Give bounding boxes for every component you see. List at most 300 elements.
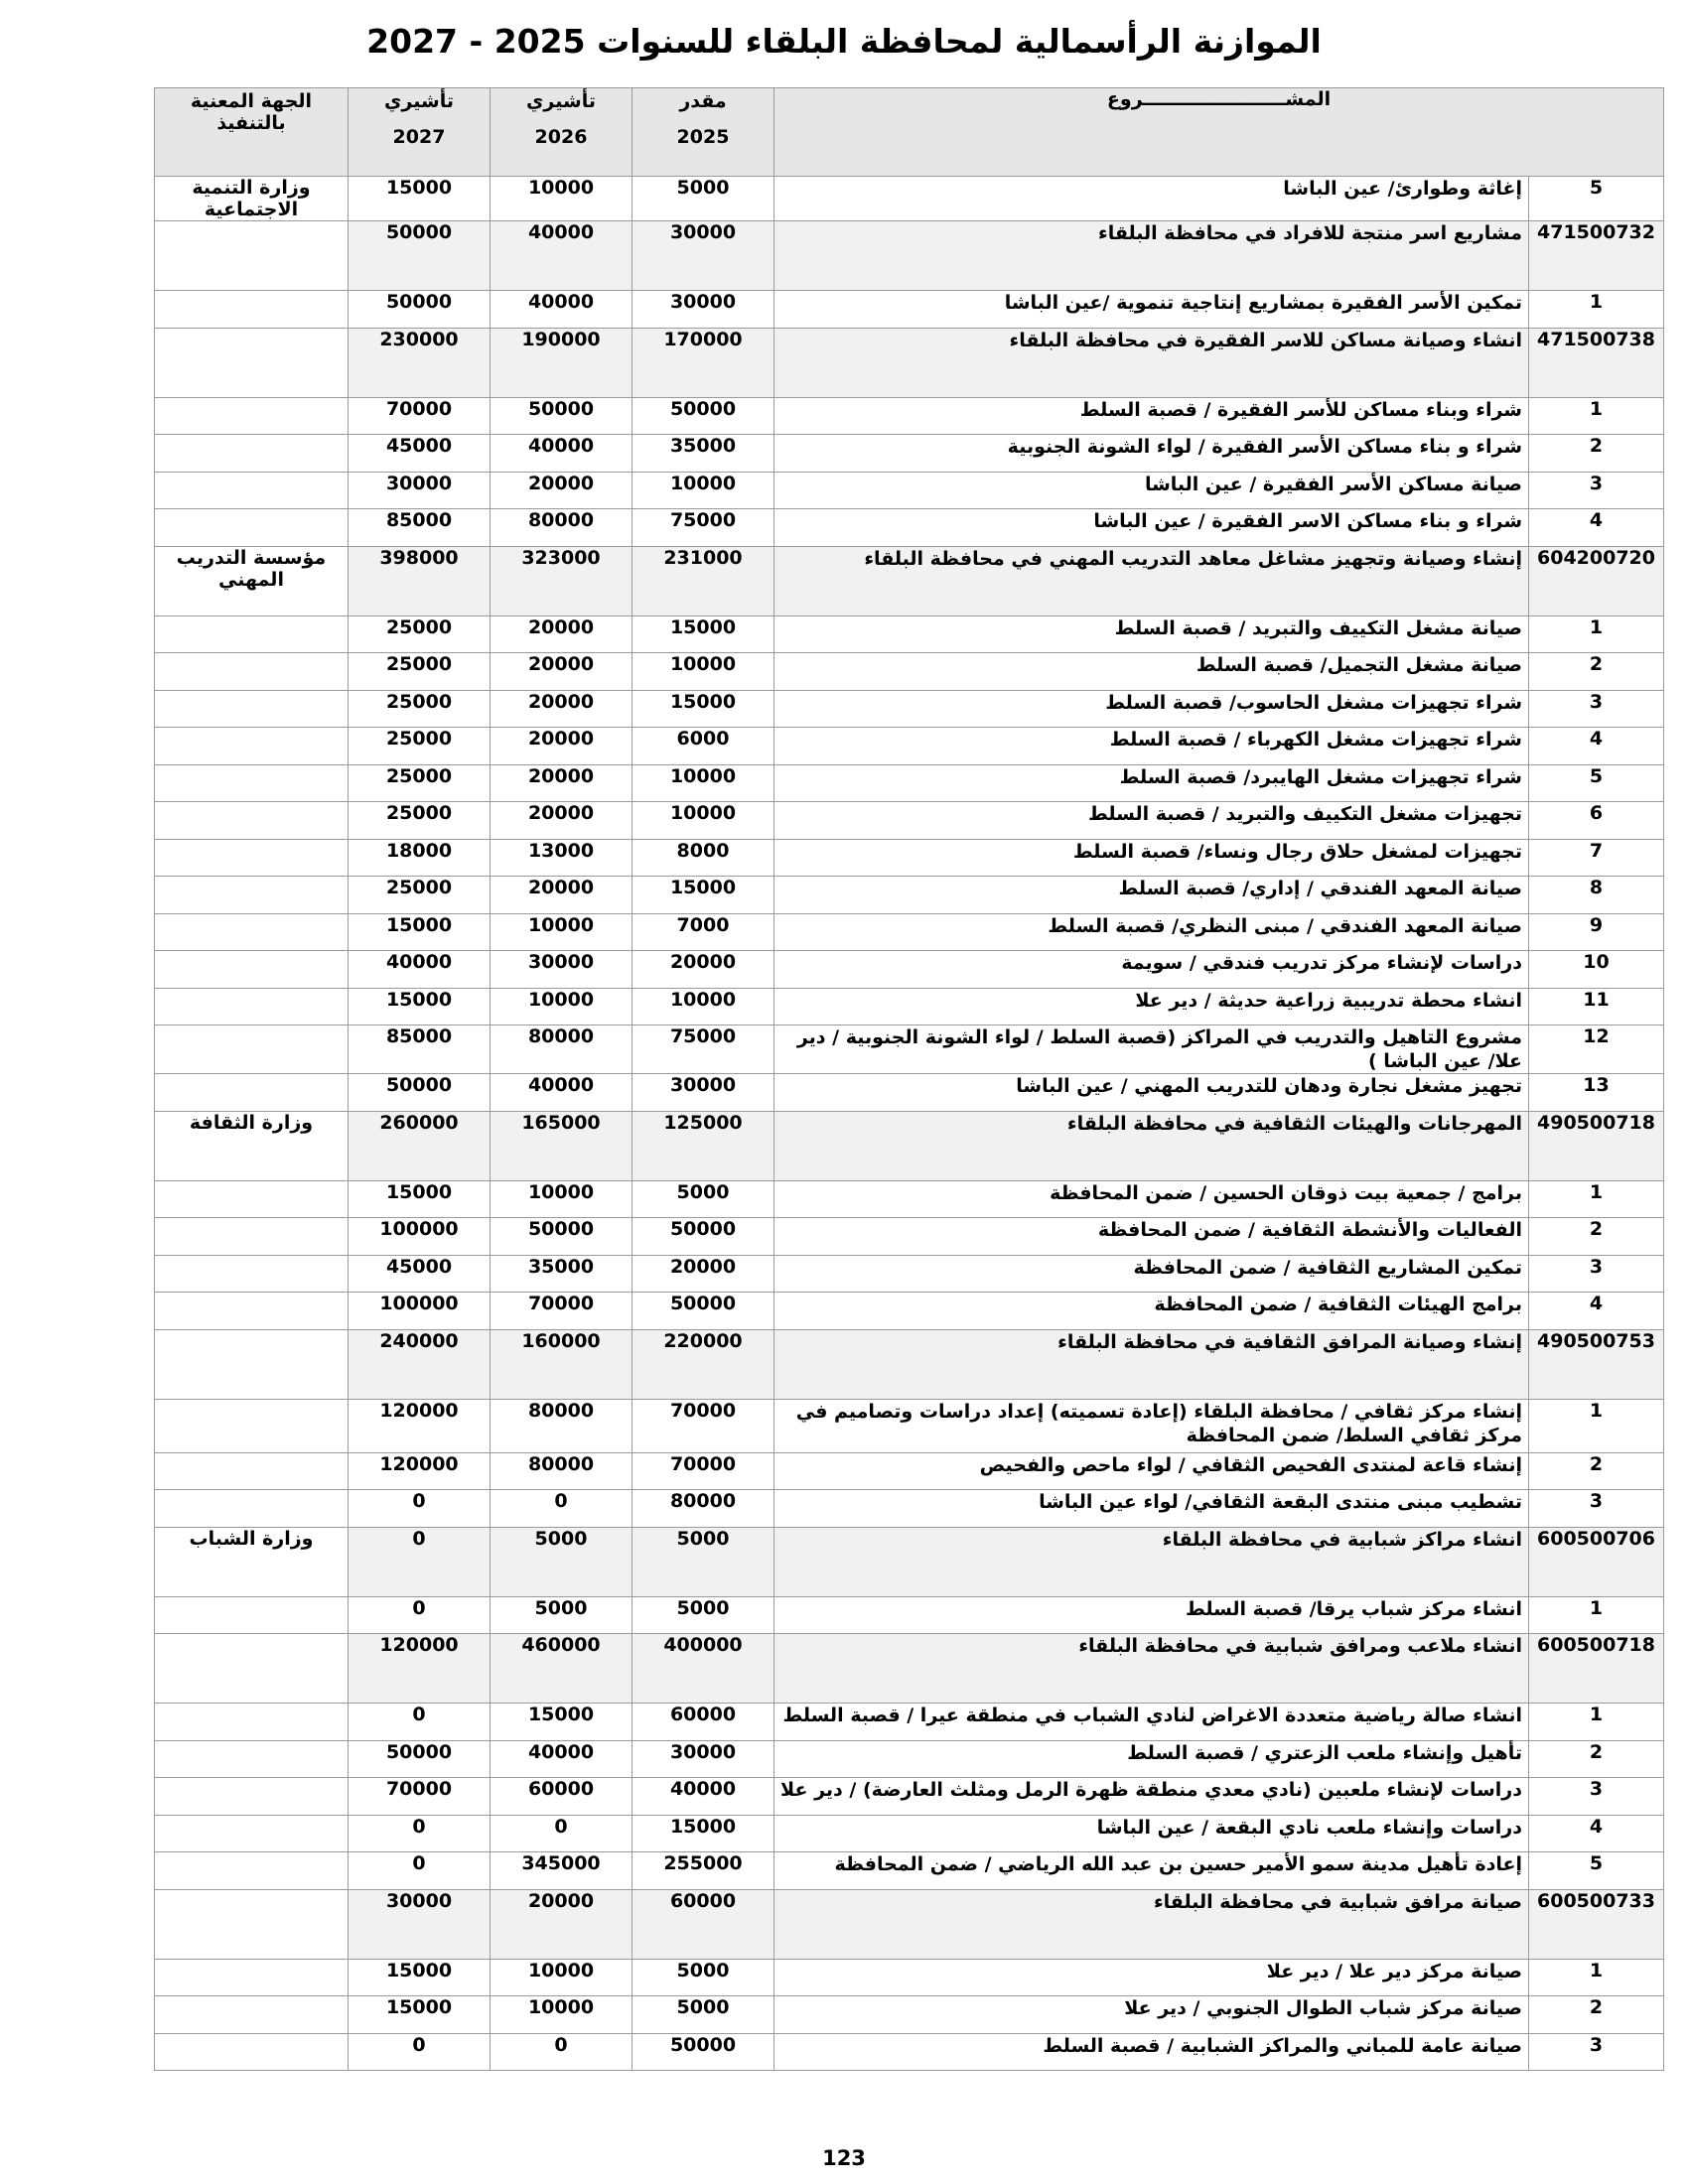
- project-description: مشاريع اسر منتجة للافراد في محافظة البلقاء: [774, 221, 1529, 291]
- project-row: [155, 397, 1664, 435]
- header-project: المشــــــــــــــــــــــروع: [774, 88, 1664, 177]
- value-2025: 15000: [633, 1815, 774, 1852]
- value-2025: 231000: [633, 546, 774, 615]
- agency-cell: [155, 839, 349, 877]
- project-row: [155, 435, 1664, 473]
- item-number: 13: [1529, 1074, 1664, 1112]
- project-description: شراء تجهيزات مشغل الحاسوب/ قصبة السلط: [774, 690, 1529, 728]
- project-description: دراسات وإنشاء ملعب نادي البقعة / عين الباشا: [774, 1815, 1529, 1852]
- project-description: تجهيزات لمشغل حلاق رجال ونساء/ قصبة السلط: [774, 839, 1529, 877]
- project-row: [155, 690, 1664, 728]
- project-row: [155, 653, 1664, 691]
- header-2025: [633, 88, 774, 177]
- value-2027: 70000: [349, 397, 491, 435]
- item-number: 12: [1529, 1025, 1664, 1074]
- program-row: [155, 546, 1664, 615]
- value-2027: 25000: [349, 615, 491, 653]
- project-row: [155, 877, 1664, 914]
- value-2026: 40000: [491, 291, 633, 329]
- value-2026: 50000: [491, 1218, 633, 1256]
- agency-cell: [155, 1025, 349, 1074]
- project-description: انشاء محطة تدريبية زراعية حديثة / دير علا: [774, 988, 1529, 1025]
- value-2027: 85000: [349, 1025, 491, 1074]
- value-2026: 20000: [491, 764, 633, 802]
- project-row: [155, 1778, 1664, 1816]
- header-agency-line2: بالتنفيذ: [216, 112, 286, 134]
- project-description: برامج الهيئات الثقافية / ضمن المحافظة: [774, 1293, 1529, 1330]
- project-row: [155, 1452, 1664, 1490]
- table-body: [155, 177, 1664, 2071]
- value-2027: 240000: [349, 1329, 491, 1399]
- program-row: [155, 1527, 1664, 1596]
- project-description: تمكين الأسر الفقيرة بمشاريع إنتاجية تنموية /عين الباشا: [774, 291, 1529, 329]
- value-2025: 10000: [633, 764, 774, 802]
- item-number: 7: [1529, 839, 1664, 877]
- value-2026: 20000: [491, 615, 633, 653]
- project-row: [155, 1852, 1664, 1890]
- item-number: 2: [1529, 1740, 1664, 1778]
- project-description: انشاء صالة رياضية متعددة الاغراض لنادي الشباب في منطقة عيرا / قصبة السلط: [774, 1704, 1529, 1741]
- project-row: [155, 839, 1664, 877]
- value-2025: 10000: [633, 653, 774, 691]
- value-2025: 50000: [633, 1293, 774, 1330]
- agency-cell: [155, 1778, 349, 1816]
- agency-cell: [155, 1889, 349, 1959]
- value-2025: 80000: [633, 1490, 774, 1528]
- value-2027: 15000: [349, 177, 491, 221]
- project-row: [155, 1596, 1664, 1634]
- header-2025-label: مقدر: [679, 90, 727, 112]
- value-2027: 40000: [349, 951, 491, 989]
- value-2026: 10000: [491, 1180, 633, 1218]
- value-2026: 165000: [491, 1111, 633, 1180]
- project-description: صيانة مركز شباب الطوال الجنوبي / دير علا: [774, 1996, 1529, 2034]
- item-number: 1: [1529, 1180, 1664, 1218]
- value-2026: 70000: [491, 1293, 633, 1330]
- project-row: [155, 1218, 1664, 1256]
- project-row: [155, 615, 1664, 653]
- project-description: تشطيب مبنى منتدى البقعة الثقافي/ لواء عين الباشا: [774, 1490, 1529, 1528]
- value-2027: 45000: [349, 1255, 491, 1293]
- item-number: 2: [1529, 653, 1664, 691]
- value-2026: 160000: [491, 1329, 633, 1399]
- value-2026: 80000: [491, 509, 633, 547]
- value-2025: 40000: [633, 1778, 774, 1816]
- agency-cell: [155, 509, 349, 547]
- item-number: 3: [1529, 1255, 1664, 1293]
- agency-cell: [155, 913, 349, 951]
- project-description: شراء و بناء مساكن الأسر الفقيرة / لواء الشونة الجنوبية: [774, 435, 1529, 473]
- page-title: الموازنة الرأسمالية لمحافظة البلقاء للسنوات 2025 - 2027: [366, 22, 1322, 61]
- project-description: انشاء وصيانة مساكن للاسر الفقيرة في محافظة البلقاء: [774, 328, 1529, 397]
- value-2027: 0: [349, 2033, 491, 2071]
- value-2025: 7000: [633, 913, 774, 951]
- item-number: 1: [1529, 1704, 1664, 1741]
- agency-cell: [155, 1293, 349, 1330]
- value-2026: 15000: [491, 1704, 633, 1741]
- value-2025: 170000: [633, 328, 774, 397]
- value-2026: 345000: [491, 1852, 633, 1890]
- value-2025: 8000: [633, 839, 774, 877]
- value-2026: 20000: [491, 1889, 633, 1959]
- value-2026: 50000: [491, 397, 633, 435]
- project-row: [155, 728, 1664, 765]
- value-2026: 323000: [491, 546, 633, 615]
- value-2026: 20000: [491, 802, 633, 840]
- value-2025: 5000: [633, 1527, 774, 1596]
- project-description: مشروع التاهيل والتدريب في المراكز (قصبة السلط / لواء الشونة الجنوبية / دير علا/ عين الباشا ): [774, 1025, 1529, 1074]
- value-2025: 5000: [633, 1996, 774, 2034]
- project-row: [155, 802, 1664, 840]
- header-row: [155, 88, 1664, 177]
- item-number: 9: [1529, 913, 1664, 951]
- project-row: [155, 291, 1664, 329]
- agency-cell: [155, 728, 349, 765]
- agency-cell: [155, 328, 349, 397]
- item-number: 3: [1529, 2033, 1664, 2071]
- value-2027: 50000: [349, 1074, 491, 1112]
- value-2027: 15000: [349, 1996, 491, 2034]
- value-2027: 30000: [349, 1889, 491, 1959]
- item-number: 2: [1529, 435, 1664, 473]
- agency-cell: [155, 291, 349, 329]
- header-2026-year: 2026: [534, 126, 588, 148]
- value-2027: 120000: [349, 1634, 491, 1704]
- value-2025: 50000: [633, 397, 774, 435]
- agency-cell: [155, 802, 349, 840]
- value-2025: 220000: [633, 1329, 774, 1399]
- item-number: 3: [1529, 472, 1664, 509]
- value-2027: 0: [349, 1852, 491, 1890]
- project-description: الفعاليات والأنشطة الثقافية / ضمن المحافظة: [774, 1218, 1529, 1256]
- value-2027: 50000: [349, 221, 491, 291]
- program-code: 600500718: [1529, 1634, 1664, 1704]
- value-2027: 398000: [349, 546, 491, 615]
- program-code: 490500718: [1529, 1111, 1664, 1180]
- value-2026: 10000: [491, 1996, 633, 2034]
- value-2027: 15000: [349, 988, 491, 1025]
- value-2026: 10000: [491, 1959, 633, 1996]
- project-row: [155, 1996, 1664, 2034]
- project-row: [155, 1180, 1664, 1218]
- value-2026: 40000: [491, 1074, 633, 1112]
- value-2025: 70000: [633, 1399, 774, 1452]
- value-2025: 70000: [633, 1452, 774, 1490]
- value-2026: 13000: [491, 839, 633, 877]
- agency-cell: [155, 1704, 349, 1741]
- agency-cell: [155, 1815, 349, 1852]
- project-description: صيانة المعهد الفندقي / مبنى النظري/ قصبة السلط: [774, 913, 1529, 951]
- value-2025: 5000: [633, 1959, 774, 1996]
- value-2026: 40000: [491, 1740, 633, 1778]
- header-2026: [491, 88, 633, 177]
- item-number: 1: [1529, 1959, 1664, 1996]
- value-2026: 80000: [491, 1452, 633, 1490]
- project-row: [155, 951, 1664, 989]
- project-row: [155, 913, 1664, 951]
- project-description: برامج / جمعية بيت ذوقان الحسين / ضمن المحافظة: [774, 1180, 1529, 1218]
- item-number: 2: [1529, 1218, 1664, 1256]
- agency-cell: [155, 1399, 349, 1452]
- agency-cell: [155, 1996, 349, 2034]
- project-description: انشاء ملاعب ومرافق شبابية في محافظة البلقاء: [774, 1634, 1529, 1704]
- value-2026: 190000: [491, 328, 633, 397]
- agency-cell: [155, 1959, 349, 1996]
- project-description: صيانة مرافق شبابية في محافظة البلقاء: [774, 1889, 1529, 1959]
- value-2025: 75000: [633, 1025, 774, 1074]
- value-2027: 0: [349, 1596, 491, 1634]
- value-2026: 20000: [491, 653, 633, 691]
- agency-cell: [155, 1596, 349, 1634]
- value-2025: 20000: [633, 951, 774, 989]
- agency-cell: وزارة الشباب: [155, 1527, 349, 1596]
- item-number: 2: [1529, 1452, 1664, 1490]
- item-number: 1: [1529, 397, 1664, 435]
- agency-cell: [155, 1074, 349, 1112]
- header-2027-year: 2027: [392, 126, 446, 148]
- value-2025: 5000: [633, 1596, 774, 1634]
- program-code: 490500753: [1529, 1329, 1664, 1399]
- item-number: 4: [1529, 728, 1664, 765]
- header-agency-line1: الجهة المعنية: [190, 90, 313, 112]
- item-number: 1: [1529, 1596, 1664, 1634]
- value-2026: 60000: [491, 1778, 633, 1816]
- agency-cell: وزارة التنمية الاجتماعية: [155, 177, 349, 221]
- item-number: 5: [1529, 1852, 1664, 1890]
- project-description: دراسات لإنشاء مركز تدريب فندقي / سويمة: [774, 951, 1529, 989]
- agency-cell: [155, 877, 349, 914]
- value-2026: 10000: [491, 988, 633, 1025]
- project-description: إغاثة وطوارئ/ عين الباشا: [774, 177, 1529, 221]
- header-2025-year: 2025: [676, 126, 730, 148]
- value-2026: 0: [491, 1815, 633, 1852]
- item-number: 4: [1529, 1293, 1664, 1330]
- agency-cell: [155, 951, 349, 989]
- item-number: 5: [1529, 177, 1664, 221]
- value-2026: 5000: [491, 1596, 633, 1634]
- agency-cell: [155, 397, 349, 435]
- value-2027: 45000: [349, 435, 491, 473]
- value-2025: 15000: [633, 690, 774, 728]
- value-2026: 0: [491, 2033, 633, 2071]
- agency-cell: [155, 764, 349, 802]
- project-description: إنشاء مركز ثقافي / محافظة البلقاء (إعادة تسميته) إعداد دراسات وتصاميم في مركز ثقافي السلط/ ضمن المحافظة: [774, 1399, 1529, 1452]
- agency-cell: [155, 1218, 349, 1256]
- program-row: [155, 221, 1664, 291]
- value-2026: 5000: [491, 1527, 633, 1596]
- value-2027: 120000: [349, 1452, 491, 1490]
- value-2025: 75000: [633, 509, 774, 547]
- project-row: [155, 1704, 1664, 1741]
- value-2025: 20000: [633, 1255, 774, 1293]
- value-2027: 50000: [349, 1740, 491, 1778]
- project-row: [155, 2033, 1664, 2071]
- value-2027: 0: [349, 1527, 491, 1596]
- project-description: صيانة مشغل التكييف والتبريد / قصبة السلط: [774, 615, 1529, 653]
- agency-cell: مؤسسة التدريب المهني: [155, 546, 349, 615]
- value-2026: 10000: [491, 177, 633, 221]
- value-2025: 5000: [633, 1180, 774, 1218]
- value-2027: 70000: [349, 1778, 491, 1816]
- value-2027: 0: [349, 1490, 491, 1528]
- value-2027: 25000: [349, 690, 491, 728]
- project-description: صيانة المعهد الفندقي / إداري/ قصبة السلط: [774, 877, 1529, 914]
- header-2027-label: تأشيري: [384, 90, 454, 112]
- agency-cell: [155, 221, 349, 291]
- header-2026-label: تأشيري: [526, 90, 596, 112]
- agency-cell: [155, 472, 349, 509]
- item-number: 1: [1529, 291, 1664, 329]
- item-number: 3: [1529, 1778, 1664, 1816]
- project-description: إنشاء وصيانة المرافق الثقافية في محافظة البلقاء: [774, 1329, 1529, 1399]
- page-number: 123: [822, 2146, 866, 2170]
- value-2026: 40000: [491, 435, 633, 473]
- agency-cell: [155, 615, 349, 653]
- item-number: 5: [1529, 764, 1664, 802]
- value-2025: 60000: [633, 1889, 774, 1959]
- header-agency: [155, 88, 349, 177]
- value-2025: 30000: [633, 1740, 774, 1778]
- value-2027: 85000: [349, 509, 491, 547]
- value-2026: 80000: [491, 1025, 633, 1074]
- project-row: [155, 764, 1664, 802]
- agency-cell: [155, 435, 349, 473]
- budget-table: [154, 87, 1664, 2071]
- value-2025: 400000: [633, 1634, 774, 1704]
- project-description: إنشاء قاعة لمنتدى الفحيص الثقافي / لواء ماحص والفحيص: [774, 1452, 1529, 1490]
- project-description: تجهيزات مشغل التكييف والتبريد / قصبة السلط: [774, 802, 1529, 840]
- value-2027: 25000: [349, 728, 491, 765]
- agency-cell: [155, 2033, 349, 2071]
- agency-cell: [155, 653, 349, 691]
- value-2026: 80000: [491, 1399, 633, 1452]
- value-2027: 50000: [349, 291, 491, 329]
- item-number: 3: [1529, 1490, 1664, 1528]
- item-number: 6: [1529, 802, 1664, 840]
- program-code: 600500706: [1529, 1527, 1664, 1596]
- project-row: [155, 1399, 1664, 1452]
- project-row: [155, 1490, 1664, 1528]
- project-row: [155, 472, 1664, 509]
- agency-cell: وزارة الثقافة: [155, 1111, 349, 1180]
- program-code: 604200720: [1529, 546, 1664, 615]
- value-2025: 35000: [633, 435, 774, 473]
- project-description: صيانة مساكن الأسر الفقيرة / عين الباشا: [774, 472, 1529, 509]
- value-2027: 100000: [349, 1293, 491, 1330]
- agency-cell: [155, 1329, 349, 1399]
- project-description: شراء و بناء مساكن الاسر الفقيرة / عين الباشا: [774, 509, 1529, 547]
- item-number: 10: [1529, 951, 1664, 989]
- project-row: [155, 988, 1664, 1025]
- item-number: 4: [1529, 509, 1664, 547]
- project-description: صيانة مشغل التجميل/ قصبة السلط: [774, 653, 1529, 691]
- value-2026: 40000: [491, 221, 633, 291]
- project-description: صيانة مركز دير علا / دير علا: [774, 1959, 1529, 1996]
- value-2027: 15000: [349, 913, 491, 951]
- project-description: شراء تجهيزات مشغل الكهرباء / قصبة السلط: [774, 728, 1529, 765]
- value-2027: 230000: [349, 328, 491, 397]
- value-2025: 15000: [633, 877, 774, 914]
- value-2026: 10000: [491, 913, 633, 951]
- agency-cell: [155, 1452, 349, 1490]
- item-number: 4: [1529, 1815, 1664, 1852]
- program-row: [155, 1889, 1664, 1959]
- value-2026: 20000: [491, 472, 633, 509]
- value-2025: 10000: [633, 802, 774, 840]
- project-description: المهرجانات والهيئات الثقافية في محافظة البلقاء: [774, 1111, 1529, 1180]
- project-row: [155, 1255, 1664, 1293]
- agency-cell: [155, 1490, 349, 1528]
- value-2025: 125000: [633, 1111, 774, 1180]
- value-2026: 20000: [491, 877, 633, 914]
- value-2025: 10000: [633, 988, 774, 1025]
- project-description: انشاء مراكز شبابية في محافظة البلقاء: [774, 1527, 1529, 1596]
- value-2025: 50000: [633, 2033, 774, 2071]
- program-code: 471500738: [1529, 328, 1664, 397]
- value-2027: 30000: [349, 472, 491, 509]
- value-2026: 460000: [491, 1634, 633, 1704]
- project-row: [155, 509, 1664, 547]
- project-description: صيانة عامة للمباني والمراكز الشبابية / قصبة السلط: [774, 2033, 1529, 2071]
- program-row: [155, 1634, 1664, 1704]
- item-number: 8: [1529, 877, 1664, 914]
- value-2027: 0: [349, 1815, 491, 1852]
- project-description: شراء تجهيزات مشغل الهايبرد/ قصبة السلط: [774, 764, 1529, 802]
- agency-cell: [155, 1740, 349, 1778]
- value-2025: 255000: [633, 1852, 774, 1890]
- project-description: تجهيز مشغل نجارة ودهان للتدريب المهني / عين الباشا: [774, 1074, 1529, 1112]
- value-2027: 25000: [349, 877, 491, 914]
- value-2027: 25000: [349, 764, 491, 802]
- value-2025: 5000: [633, 177, 774, 221]
- agency-cell: [155, 988, 349, 1025]
- item-number: 1: [1529, 1399, 1664, 1452]
- item-number: 1: [1529, 615, 1664, 653]
- project-description: دراسات لإنشاء ملعبين (نادي معدي منطقة ظهرة الرمل ومثلث العارضة) / دير علا: [774, 1778, 1529, 1816]
- value-2025: 60000: [633, 1704, 774, 1741]
- agency-cell: [155, 1634, 349, 1704]
- program-row: [155, 1329, 1664, 1399]
- value-2025: 50000: [633, 1218, 774, 1256]
- project-row: [155, 1293, 1664, 1330]
- value-2027: 100000: [349, 1218, 491, 1256]
- value-2025: 10000: [633, 472, 774, 509]
- project-description: إعادة تأهيل مدينة سمو الأمير حسين بن عبد الله الرياضي / ضمن المحافظة: [774, 1852, 1529, 1890]
- project-description: تأهيل وإنشاء ملعب الزعتري / قصبة السلط: [774, 1740, 1529, 1778]
- agency-cell: [155, 1255, 349, 1293]
- item-number: 3: [1529, 690, 1664, 728]
- project-description: إنشاء وصيانة وتجهيز مشاغل معاهد التدريب المهني في محافظة البلقاء: [774, 546, 1529, 615]
- project-row: [155, 1025, 1664, 1074]
- value-2025: 6000: [633, 728, 774, 765]
- value-2025: 30000: [633, 1074, 774, 1112]
- item-number: 11: [1529, 988, 1664, 1025]
- value-2026: 35000: [491, 1255, 633, 1293]
- program-code: 471500732: [1529, 221, 1664, 291]
- project-row: [155, 1815, 1664, 1852]
- program-code: 600500733: [1529, 1889, 1664, 1959]
- value-2027: 120000: [349, 1399, 491, 1452]
- project-row: [155, 1959, 1664, 1996]
- agency-cell: [155, 1852, 349, 1890]
- program-row: [155, 328, 1664, 397]
- program-row: [155, 1111, 1664, 1180]
- value-2027: 18000: [349, 839, 491, 877]
- agency-cell: [155, 690, 349, 728]
- value-2025: 30000: [633, 291, 774, 329]
- value-2027: 25000: [349, 653, 491, 691]
- item-number: 2: [1529, 1996, 1664, 2034]
